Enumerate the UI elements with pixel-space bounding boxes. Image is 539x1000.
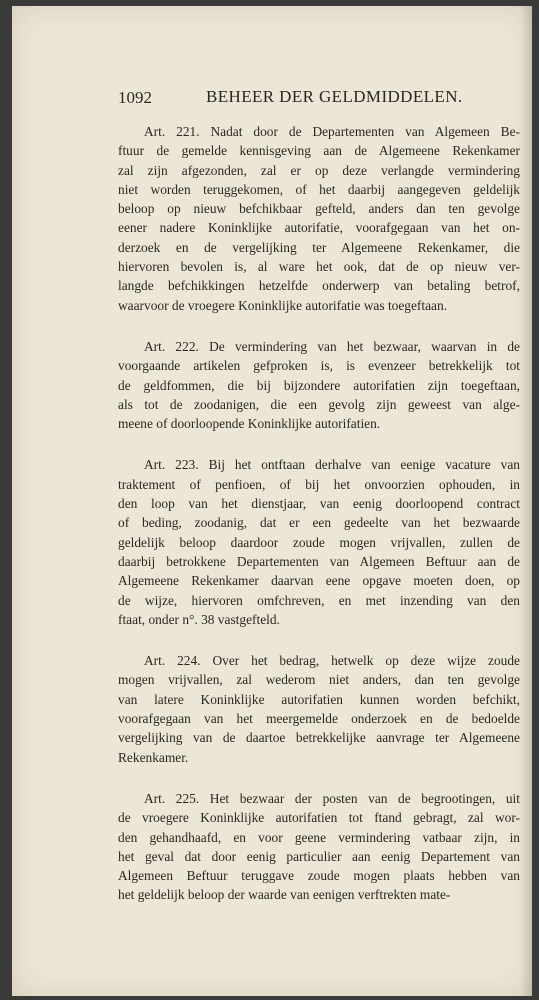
text-line: traktement of penfioen, of bij het onvoorzien ophouden, in bbox=[118, 476, 520, 492]
text-line: of beding, zoodanig, dat er een gedeelte van het bezwaarde bbox=[118, 515, 520, 531]
text-line: derzoek en de vergelijking ter Algemeene Rekenkamer, die bbox=[118, 239, 520, 255]
body-text bbox=[118, 122, 520, 927]
text-line: daarbij betrokkene Departementen van Algemeen Beftuur aan de bbox=[118, 553, 520, 569]
running-title: BEHEER DER GELDMIDDELEN. bbox=[206, 87, 463, 106]
text-line: geldelijk beloop daardoor zoude mogen vrijvallen, zullen de bbox=[118, 534, 520, 550]
text-line: Algemeen Beftuur teruggave zoude mogen plaats hebben van bbox=[118, 868, 520, 884]
article-paragraph bbox=[118, 337, 520, 433]
article-paragraph bbox=[118, 789, 520, 905]
article-paragraph bbox=[118, 122, 520, 315]
text-line: het geldelijk beloop der waarde van eenigen verftrekten mate- bbox=[118, 887, 451, 903]
text-line: Art. 224. Over het bedrag, hetwelk op deze wijze zoude bbox=[144, 653, 520, 669]
article-paragraph bbox=[118, 455, 520, 629]
text-line: Art. 225. Het bezwaar der posten van de begrootingen, uit bbox=[144, 790, 520, 806]
text-line: voorafgegaan van het meergemelde onderzoek en de bedoelde bbox=[118, 711, 520, 727]
text-line: voorgaande artikelen gefproken is, is evenzeer betrekkelijk tot bbox=[118, 358, 520, 374]
article-paragraph bbox=[118, 651, 520, 767]
text-line: den gehandhaafd, en voor geene vermindering vatbaar zijn, in bbox=[118, 829, 520, 845]
text-line: vergelijking van de daartoe betrekkelijke aanvrage ter Algemeene bbox=[118, 730, 520, 746]
text-line: waarvoor de vroegere Koninklijke autorifatie was toegeftaan. bbox=[118, 297, 448, 313]
book-page bbox=[12, 6, 532, 996]
text-line: mogen vrijvallen, zal wederom niet anders, dan ten gevolge bbox=[118, 672, 520, 688]
text-line: ftuur de gemelde kennisgeving aan de Algemeene Rekenkamer bbox=[118, 143, 520, 159]
text-line: meene of doorloopende Koninklijke autorifatien. bbox=[118, 416, 381, 432]
text-line: beloop op nieuw befchikbaar gefteld, anders dan ten gevolge bbox=[118, 201, 520, 217]
text-line: de wijze, hiervoren omfchreven, en met inzending van den bbox=[118, 592, 520, 608]
text-line: Art. 223. Bij het ontftaan derhalve van eenige vacature van bbox=[144, 457, 520, 473]
text-line: ftaat, onder n°. 38 vastgefteld. bbox=[118, 611, 280, 627]
text-line: Rekenkamer. bbox=[118, 749, 189, 765]
page-number: 1092 bbox=[118, 88, 152, 107]
text-line: Art. 222. De vermindering van het bezwaar, waarvan in de bbox=[144, 338, 520, 354]
text-line: de vroegere Koninklijke autorifatien tot ftand gebragt, zal wor- bbox=[118, 810, 520, 826]
text-line: als tot de zoodanigen, die een gevolg zijn geweest van alge- bbox=[118, 396, 520, 412]
text-line: zal zijn afgezonden, zal er op deze verlangde vermindering bbox=[118, 162, 520, 178]
text-line: de geldfommen, die bij bijzondere autorifatien zijn toegeftaan, bbox=[118, 377, 520, 393]
text-line: van latere Koninklijke autorifatien kunnen worden befchikt, bbox=[118, 691, 520, 707]
text-line: eener nadere Koninklijke autorifatie, voorafgegaan van het on- bbox=[118, 220, 520, 236]
text-line: het geval dat door eenig particulier aan eenig Departement van bbox=[118, 848, 520, 864]
text-line: niet worden teruggekomen, of het daarbij aangegeven geldelijk bbox=[118, 181, 520, 197]
text-line: Art. 221. Nadat door de Departementen van Algemeen Be- bbox=[144, 124, 520, 139]
text-line: Algemeene Rekenkamer daarvan eene opgave moeten doen, op bbox=[118, 573, 520, 589]
text-line: langde befchikkingen hetzelfde onderwerp van betaling betrof, bbox=[118, 278, 520, 294]
text-line: den loop van het dienstjaar, van eenig doorloopend contract bbox=[118, 496, 520, 512]
text-line: hiervoren bevolen is, al ware het ook, dat de op nieuw ver- bbox=[118, 259, 520, 275]
